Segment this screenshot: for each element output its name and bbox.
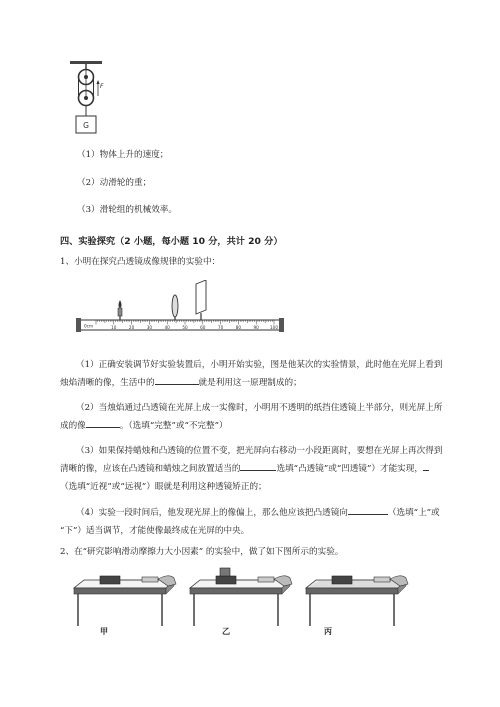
bench-tick-label: 60 (200, 325, 206, 330)
q1-part2-line2: 成的像 。（选填“完整”或“不完整”） (60, 417, 470, 435)
section-heading: 四、实验探究（2 小题，每小题 10 分，共计 20 分） (60, 236, 283, 247)
spring-scale (142, 577, 158, 582)
subquestion-1: （1）物体上升的速度； (77, 150, 169, 160)
q1-part1-line2: 烛焰清晰的像，生活中的 就是利用这一原理制成的； (60, 374, 470, 392)
friction-figure-a (70, 570, 180, 630)
spring-scale (374, 577, 390, 582)
q1-part4-line1: （4）实验一段时间后，他发现光屏上的像偏上，那么他应该把凸透镜向 （选填“上”或 (60, 504, 470, 522)
candle (118, 308, 122, 316)
subquestion-2: （2）动滑轮的重； (77, 178, 152, 188)
ceiling-beam (70, 61, 102, 64)
spring-scale (258, 577, 274, 582)
caption-c: 丙 (324, 627, 332, 636)
force-label: F (100, 83, 104, 90)
answer-blank-4[interactable] (423, 461, 429, 471)
friction-figure-c (302, 564, 412, 630)
q1-part3-line3: （选填“近视”或“远视”）眼就是利用这种透镜矫正的； (60, 482, 267, 492)
bench-tick-label: 20 (128, 325, 135, 330)
q1-part4 (60, 504, 470, 540)
bench-unit: 0cm (84, 323, 94, 329)
q1-part3-line1: （3）如果保持蜡烛和凸透镜的位置不变，把光屏向右移动一小段距离时，要想在光屏上再次得到 (76, 446, 443, 456)
bench-tick-label: 10 (111, 325, 117, 330)
q1-part3 (60, 442, 480, 496)
candle-flame (119, 300, 122, 308)
q1-part2-line1: （2）当烛焰通过凸透镜在光屏上成一实像时，小明用不透明的纸挡住透镜上半部分，则光屏上所 (76, 403, 443, 413)
bench-tick-label: 80 (235, 325, 242, 330)
light-screen (196, 280, 206, 314)
pulley-diagram (60, 58, 110, 138)
convex-lens (172, 295, 178, 317)
bench-tick-label: 40 (164, 325, 170, 330)
caption-b: 乙 (222, 627, 230, 636)
bench-tick-label: 70 (217, 325, 224, 330)
q1-part1-line1: （1）正确安装调节好实验装置后，小明开始实验，图是他某次的实验情景，此时他在光屏上看到 (76, 360, 443, 370)
bench-tick-label: 30 (146, 325, 153, 330)
q1-part1 (60, 356, 470, 392)
friction-figure-b (186, 564, 296, 630)
q1-part4-line2: “下”）适当调节，才能使像最终成在光屏的中央。 (60, 526, 250, 536)
wood-block (100, 576, 120, 584)
q1-intro: 1、小明在探究凸透镜成像规律的实验中： (60, 257, 221, 267)
q1-part3-line2: 清晰的像，应该在凸透镜和蜡烛之间放置适当的 选填“凸透镜”或“凹透镜”）才能实现， (60, 460, 480, 478)
wood-block (332, 576, 352, 584)
weight-on-block (220, 568, 230, 576)
wood-block (216, 576, 236, 584)
optical-bench-diagram (76, 280, 286, 334)
answer-blank-5[interactable] (348, 505, 388, 515)
answer-blank-1[interactable] (155, 375, 199, 385)
bench-tick-label: 100 (270, 325, 278, 330)
subquestion-3: （3）滑轮组的机械效率。 (77, 205, 177, 215)
q1-part2 (60, 399, 470, 435)
caption-a: 甲 (100, 627, 108, 636)
answer-blank-3[interactable] (240, 461, 276, 471)
answer-blank-2[interactable] (86, 418, 120, 428)
bench-tick-label: 50 (182, 325, 188, 330)
bench-tick-label: 90 (253, 325, 259, 330)
q2-intro: 2、在“研究影响滑动摩擦力大小因素” 的实验中，做了如下图所示的实验。 (60, 547, 344, 557)
weight-label: G (83, 121, 89, 130)
